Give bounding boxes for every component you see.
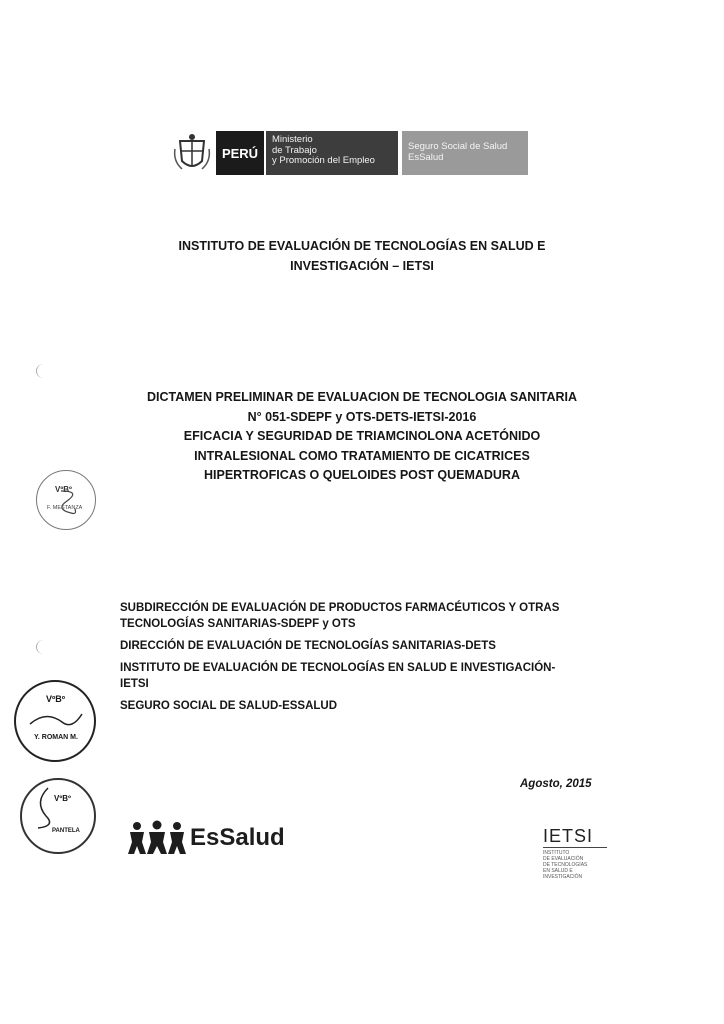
ministry-label [264,131,398,175]
ministry-line: Ministerio [272,134,313,145]
directorate-ietsi: INSTITUTO DE EVALUACIÓN DE TECNOLOGÍAS EN SALUD E INVESTIGACIÓN- [120,662,556,674]
approval-stamp [20,778,96,854]
dictamen-title-line: HIPERTROFICAS O QUELOIDES POST QUEMADURA [204,468,520,482]
ietsi-subtitle-line: EN SALUD E [543,868,573,874]
institute-title-line: INSTITUTO DE EVALUACIÓN DE TECNOLOGÍAS EN SALUD E [178,239,546,253]
ietsi-subtitle-line: INSTITUTO [543,850,570,856]
essalud-header-line: Seguro Social de Salud [408,141,508,152]
approval-stamp [36,470,96,530]
essalud-people-icon [128,820,186,856]
ietsi-wordmark: IETSI [543,826,607,848]
signature-icon [26,704,86,734]
stamp-vobo: VºBº [46,694,66,704]
peru-crest-icon [172,131,212,175]
essalud-header-line: EsSalud [408,151,444,163]
approval-stamp [14,680,96,762]
directorate-essalud: SEGURO SOCIAL DE SALUD-ESSALUD [120,700,338,712]
peru-label: PERÚ [216,131,264,175]
directorates-list [120,600,559,714]
ietsi-logo [543,826,607,880]
directorate-sdepf: SUBDIRECCIÓN DE EVALUACIÓN DE PRODUCTOS FARMACÉUTICOS Y OTRAS [120,602,560,614]
ministry-line: de Trabajo [272,144,317,156]
document-date: Agosto, 2015 [520,778,592,790]
dictamen-number: N° 051-SDEPF y OTS-DETS-IETSI-2016 [247,409,477,424]
dictamen-title [0,388,724,486]
dictamen-title-line: DICTAMEN PRELIMINAR DE EVALUACION DE TECNOLOGIA SANITARIA [146,390,578,404]
directorate-dets: DIRECCIÓN DE EVALUACIÓN DE TECNOLOGÍAS SANITARIAS-DETS [120,640,496,652]
dictamen-title-line: EFICACIA Y SEGURIDAD DE TRIAMCINOLONA ACETÓNIDO [183,429,541,443]
stamp-name: F. MESTANZA [47,505,83,511]
stamp-name: PANTELA [52,828,80,834]
ministry-line: y Promoción del Empleo [272,155,375,166]
header-logo-band [172,131,528,175]
punch-hole-bottom [36,640,51,654]
essalud-logo [128,820,285,856]
directorate-sdepf: TECNOLOGÍAS SANITARIAS-SDEPF y OTS [120,618,356,630]
institute-title [0,236,724,276]
ietsi-subtitle [543,850,607,880]
stamp-vobo: VºBº [54,794,71,803]
stamp-name: Y. ROMAN M. [34,734,78,741]
institute-title-line: INVESTIGACIÓN – IETSI [290,259,434,273]
signature-icon [28,786,68,830]
directorate-ietsi: IETSI [120,678,149,690]
ietsi-subtitle-line: DE TECNOLOGÍAS [543,862,588,868]
dictamen-title-line: INTRALESIONAL COMO TRATAMIENTO DE CICATRICES [194,448,530,463]
punch-hole-top [36,364,51,378]
stamp-vobo: VºBº [55,485,72,494]
ietsi-subtitle-line: INVESTIGACIÓN [543,874,583,880]
signature-icon [47,487,87,517]
essalud-wordmark: EsSalud [190,824,285,851]
essalud-header-label [402,131,528,175]
ietsi-subtitle-line: DE EVALUACIÓN [543,856,584,862]
